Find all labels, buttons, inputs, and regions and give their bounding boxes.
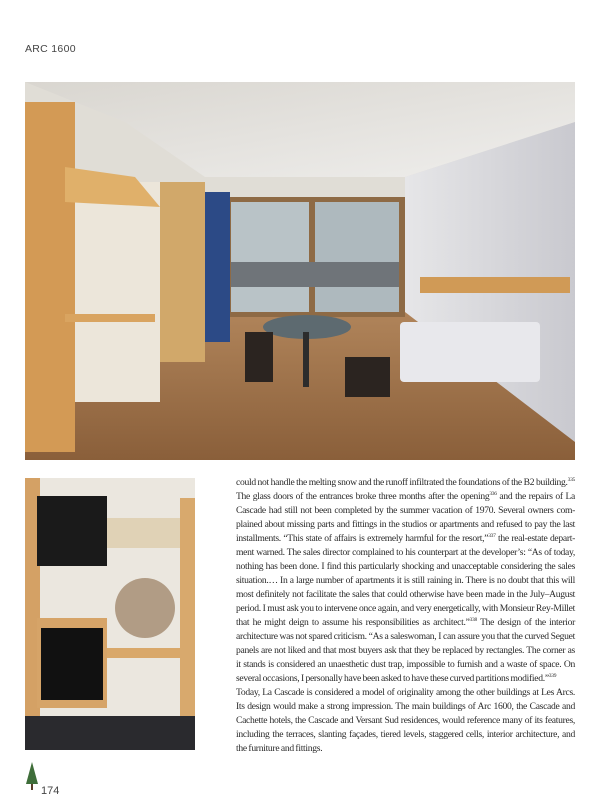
text-segment: the furniture and fittings. (236, 743, 323, 754)
interior-shelving-photo (25, 478, 195, 750)
page-number: 174 (41, 785, 60, 797)
text-segment: period. I must ask you to intervene once again, and very energetically, with Monsieur Rey-Millet (236, 603, 575, 614)
running-head: ARC 1600 (25, 43, 76, 55)
text-segment: installments. “This state of affairs is extremely harmful for the resort,” (236, 533, 489, 544)
text-segment: Today, La Cascade is considered a model of originality among the other buildings at Les Arcs. (236, 687, 575, 698)
text-segment: nothing has been done. I find this particularly shocking and unacceptable considering the sales (236, 561, 575, 572)
text-line (236, 532, 575, 546)
text-line (236, 630, 575, 644)
text-segment: Its design would make a strong impression. The main buildings of Arc 1600, the Cascade and (236, 701, 575, 712)
footnote-reference: 335 (567, 477, 575, 483)
text-segment: that he might deign to assume his responsibilities as architect.” (236, 617, 470, 628)
text-segment: it stands is considered an unaesthetic dust trap, impossible to furnish and a waste of space. On (236, 659, 575, 670)
text-segment: The glass doors of the entrances broke three months after the opening (236, 491, 490, 502)
text-segment: the real-estate depart- (495, 533, 576, 544)
footnote-reference: 336 (489, 491, 497, 497)
text-line (236, 658, 575, 672)
text-segment: situation.… In a large number of apartments it is still raining in. There is no doubt that this will (236, 575, 575, 586)
text-line (236, 714, 575, 728)
tree-icon (25, 762, 39, 797)
text-line (236, 672, 575, 686)
text-segment: plained about missing parts and fittings in the studios or apartments and refused to pay the last (236, 519, 575, 530)
text-line (236, 546, 575, 560)
footnote-reference: 337 (488, 533, 496, 539)
text-segment: The design of the interior (476, 617, 576, 628)
text-line (236, 560, 575, 574)
text-line (236, 518, 575, 532)
text-line (236, 686, 575, 700)
text-line (236, 490, 575, 504)
text-segment: several occasions, I personally have been asked to have these curved partitions modified.” (236, 673, 549, 684)
text-line (236, 588, 575, 602)
text-line (236, 504, 575, 518)
text-line (236, 476, 575, 490)
text-line (236, 574, 575, 588)
text-line (236, 616, 575, 630)
text-line (236, 602, 575, 616)
footnote-reference: 339 (548, 673, 557, 679)
text-segment: most definitely not facilitate the sales that could otherwise have been made in the July–August (236, 589, 575, 600)
text-segment: Cascade had still not been completed by the summer vacation of 1970. Several owners com- (236, 505, 575, 516)
text-segment: architecture was not spared criticism. “As a saleswoman, I can assure you that the curved Seguet (236, 631, 575, 642)
text-line (236, 700, 575, 714)
text-line (236, 742, 575, 756)
text-segment: panels are not liked and that most buyers ask that they be replaced by rectangles. The corner as (236, 645, 575, 656)
text-segment: Cachette hotels, the Cascade and Versant Sud residences, would reference many of its features, (236, 715, 575, 726)
body-text (236, 476, 575, 756)
text-segment: could not handle the melting snow and the runoff infiltrated the foundations of the B2 building. (236, 477, 568, 488)
text-line (236, 728, 575, 742)
text-line (236, 644, 575, 658)
text-segment: ment warned. The sales director complained to his counterpart at the developer’s: “As of today, (236, 547, 575, 558)
folio (25, 762, 59, 797)
footnote-reference: 338 (469, 617, 477, 623)
text-segment: and the repairs of La (496, 491, 575, 502)
interior-studio-photo (25, 82, 575, 460)
text-segment: including the terraces, slanting façades, tiered levels, staggered cells, interior architecture, and (236, 729, 575, 740)
